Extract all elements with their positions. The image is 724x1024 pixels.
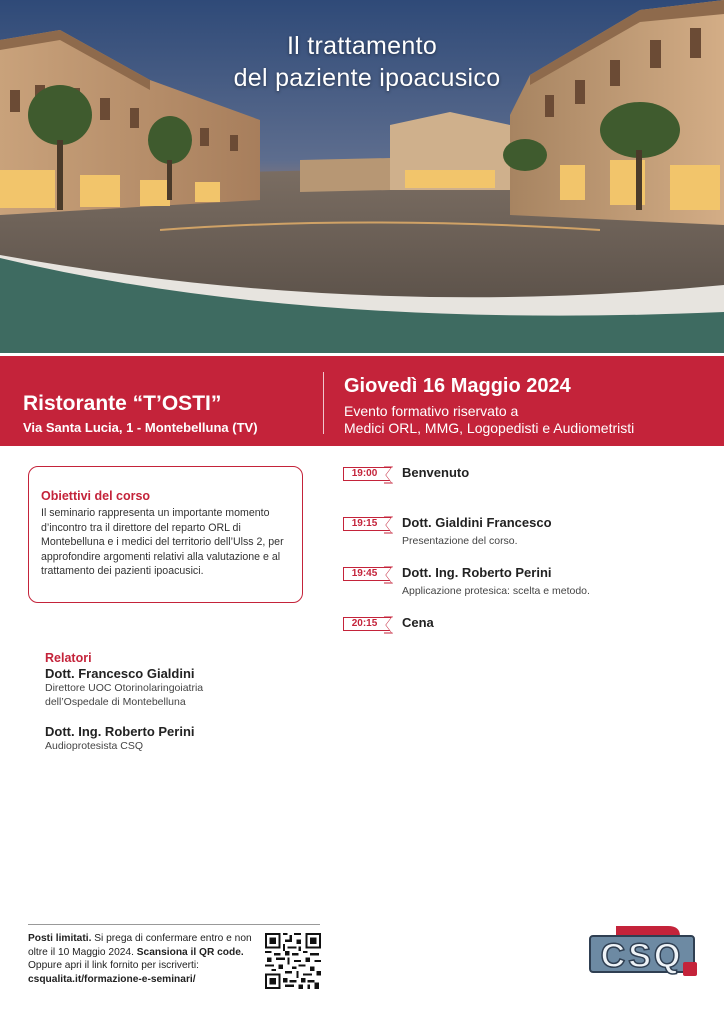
csq-logo-icon (588, 924, 700, 978)
event-date: Giovedì 16 Maggio 2024 (344, 375, 571, 397)
registration-link[interactable]: csqualita.it/formazione-e-seminari/ (28, 973, 196, 985)
event-audience-line1: Evento formativo riservato a (344, 403, 519, 419)
agenda-description: Presentazione del corso. (402, 535, 518, 547)
speakers-heading: Relatori (45, 651, 92, 665)
agenda-time: 19:45 (351, 568, 378, 579)
scan-qr-text: Scansiona il QR code. (136, 946, 244, 958)
hero-photo (0, 0, 724, 355)
speaker-role: Direttore UOC Otorinolaringoiatria (45, 682, 204, 694)
confirm-deadline: Si prega di confermare entro e non oltre il 10 Maggio 2024. (28, 933, 252, 958)
ticket-tag-icon (384, 617, 392, 633)
ticket-tag-icon (384, 467, 392, 483)
speaker-entry (45, 666, 325, 709)
band-divider (323, 372, 324, 434)
objectives-title: Obiettivi del corso (41, 489, 151, 503)
agenda-time: 19:15 (351, 518, 378, 529)
event-info-band (0, 353, 724, 446)
agenda-title: Dott. Gialdini Francesco (402, 515, 552, 530)
agenda-title: Dott. Ing. Roberto Perini (402, 565, 552, 580)
registration-note (28, 932, 264, 986)
speaker-role: dell’Ospedale di Montebelluna (45, 696, 186, 708)
csq-logo (588, 924, 700, 978)
poster-title-line2: del paziente ipoacusico (233, 64, 501, 92)
agenda-title: Cena (402, 615, 434, 630)
venue-name: Ristorante “T’OSTI” (23, 392, 222, 415)
objectives-box (28, 466, 303, 603)
speaker-name: Dott. Ing. Roberto Perini (45, 724, 195, 739)
agenda-time: 19:00 (351, 468, 378, 479)
speaker-role: Audioprotesista CSQ (45, 740, 144, 752)
speakers-section (45, 651, 325, 753)
speaker-entry (45, 724, 325, 753)
limited-seats: Posti limitati. (28, 933, 92, 944)
ticket-tag-icon (384, 517, 392, 533)
ticket-tag-icon (384, 567, 392, 583)
time-tag (343, 517, 391, 531)
objectives-text: Il seminario rappresenta un importante momento d’incontro tra il direttore del reparto ORL di Montebelluna e i medici del territorio dell’Ulss 2, per approfondire argomenti relativi alla valutazione e al trattamento dei pazienti ipoacusici. (41, 507, 284, 578)
venue-address: Via Santa Lucia, 1 - Montebelluna (TV) (23, 420, 258, 435)
speaker-name: Dott. Francesco Gialdini (45, 666, 195, 681)
time-tag (343, 467, 391, 481)
link-intro: Oppure apri il link fornito per iscriverti: (28, 960, 199, 972)
time-tag (343, 617, 391, 631)
event-audience-line2: Medici ORL, MMG, Logopedisti e Audiometristi (344, 420, 635, 436)
poster-title-line1: Il trattamento (286, 32, 438, 60)
event-audience (344, 403, 714, 437)
agenda-time: 20:15 (351, 618, 378, 629)
poster-title (0, 30, 724, 94)
agenda-description: Applicazione protesica: scelta e metodo. (402, 585, 590, 597)
time-tag (343, 567, 391, 581)
agenda-title: Benvenuto (402, 465, 470, 480)
footer-divider (28, 924, 320, 925)
qr-code-icon[interactable] (265, 933, 321, 989)
logo-text: CSQ (600, 937, 684, 975)
